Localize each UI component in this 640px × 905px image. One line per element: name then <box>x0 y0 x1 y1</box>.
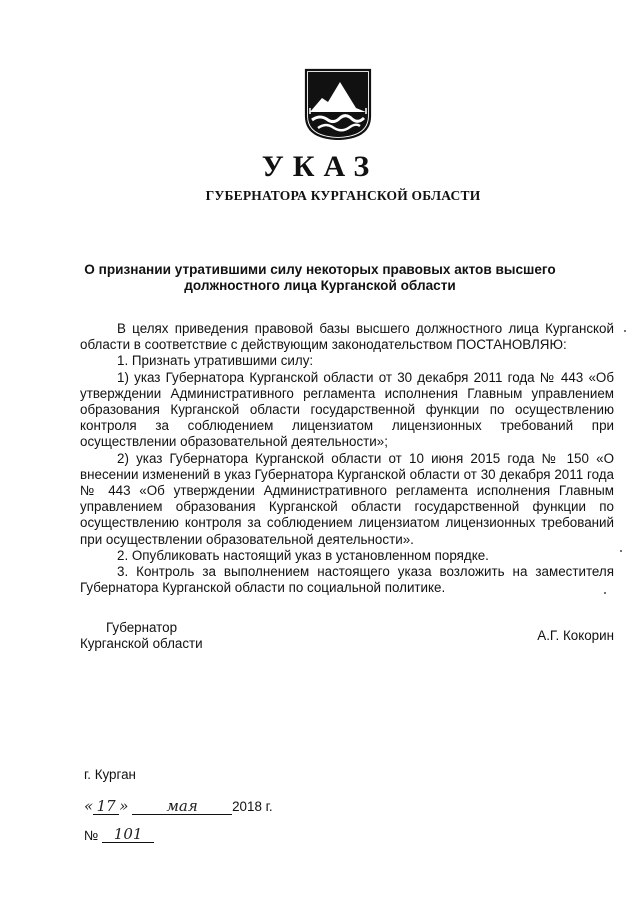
document-title <box>80 262 560 294</box>
date-month: мая <box>132 799 232 815</box>
issue-date <box>84 797 384 817</box>
date-day: 17 <box>93 799 119 815</box>
intro-paragraph: В целях приведения правовой базы высшего должностного лица Курганской области в соответствие с действующим законодательством ПОСТАНОВЛЯЮ: <box>80 321 614 353</box>
scan-speck <box>604 592 606 594</box>
city: г. Курган <box>84 767 136 782</box>
document-title-line-2: должностного лица Курганской области <box>184 278 456 293</box>
date-quote-close: » <box>119 797 129 815</box>
document-title-line-1: О признании утратившими силу некоторых правовых актов высшего <box>84 262 556 277</box>
signatory-position-line-1: Губернатор <box>106 620 178 635</box>
document-type: УКАЗ <box>261 150 379 183</box>
signatory-name: А.Г. Кокорин <box>537 628 614 643</box>
clause-1: 1. Признать утратившими силу: <box>117 353 314 369</box>
clause-2: 2. Опубликовать настоящий указ в установленном порядке. <box>117 547 489 563</box>
scan-speck <box>624 330 626 332</box>
number-value: 101 <box>102 827 154 843</box>
clause-3: 3. Контроль за выполнением настоящего указа возложить на заместителя Губернатора Курганской области по социальной политике. <box>80 564 614 596</box>
document-body <box>80 321 614 596</box>
coat-of-arms-icon <box>304 68 372 140</box>
signatory-position-line-2: Курганской области <box>80 636 203 651</box>
clause-1-2: 2) указ Губернатора Курганской области от 10 июня 2015 года № 150 «О внесении изменений в указ Губернатора Курганской области от 30 декабря 2011 года № 443 «Об утверждении Административного регламента исполнения Главным управлением образования Курганской области государственной функции по осуществлению контроля за соблюдением лицензиатом лицензионных требований при осуществлении образовательной деятельности». <box>80 450 614 547</box>
document-number <box>84 827 284 849</box>
date-year: 2018 г. <box>232 799 273 814</box>
clause-1-1: 1) указ Губернатора Курганской области от 30 декабря 2011 года № 443 «Об утверждении Административного регламента исполнения Главным управлением образования Курганской области государственной функции по осуществлению контроля за соблюдением лицензиатом лицензионных требований при осуществлении образовательной деятельности»; <box>80 369 614 450</box>
date-quote-open: « <box>84 797 94 815</box>
scan-speck <box>620 550 622 552</box>
issuer-title: ГУБЕРНАТОРА КУРГАНСКОЙ ОБЛАСТИ <box>205 188 481 203</box>
signatory-position <box>80 620 280 652</box>
number-prefix: № <box>84 828 99 843</box>
